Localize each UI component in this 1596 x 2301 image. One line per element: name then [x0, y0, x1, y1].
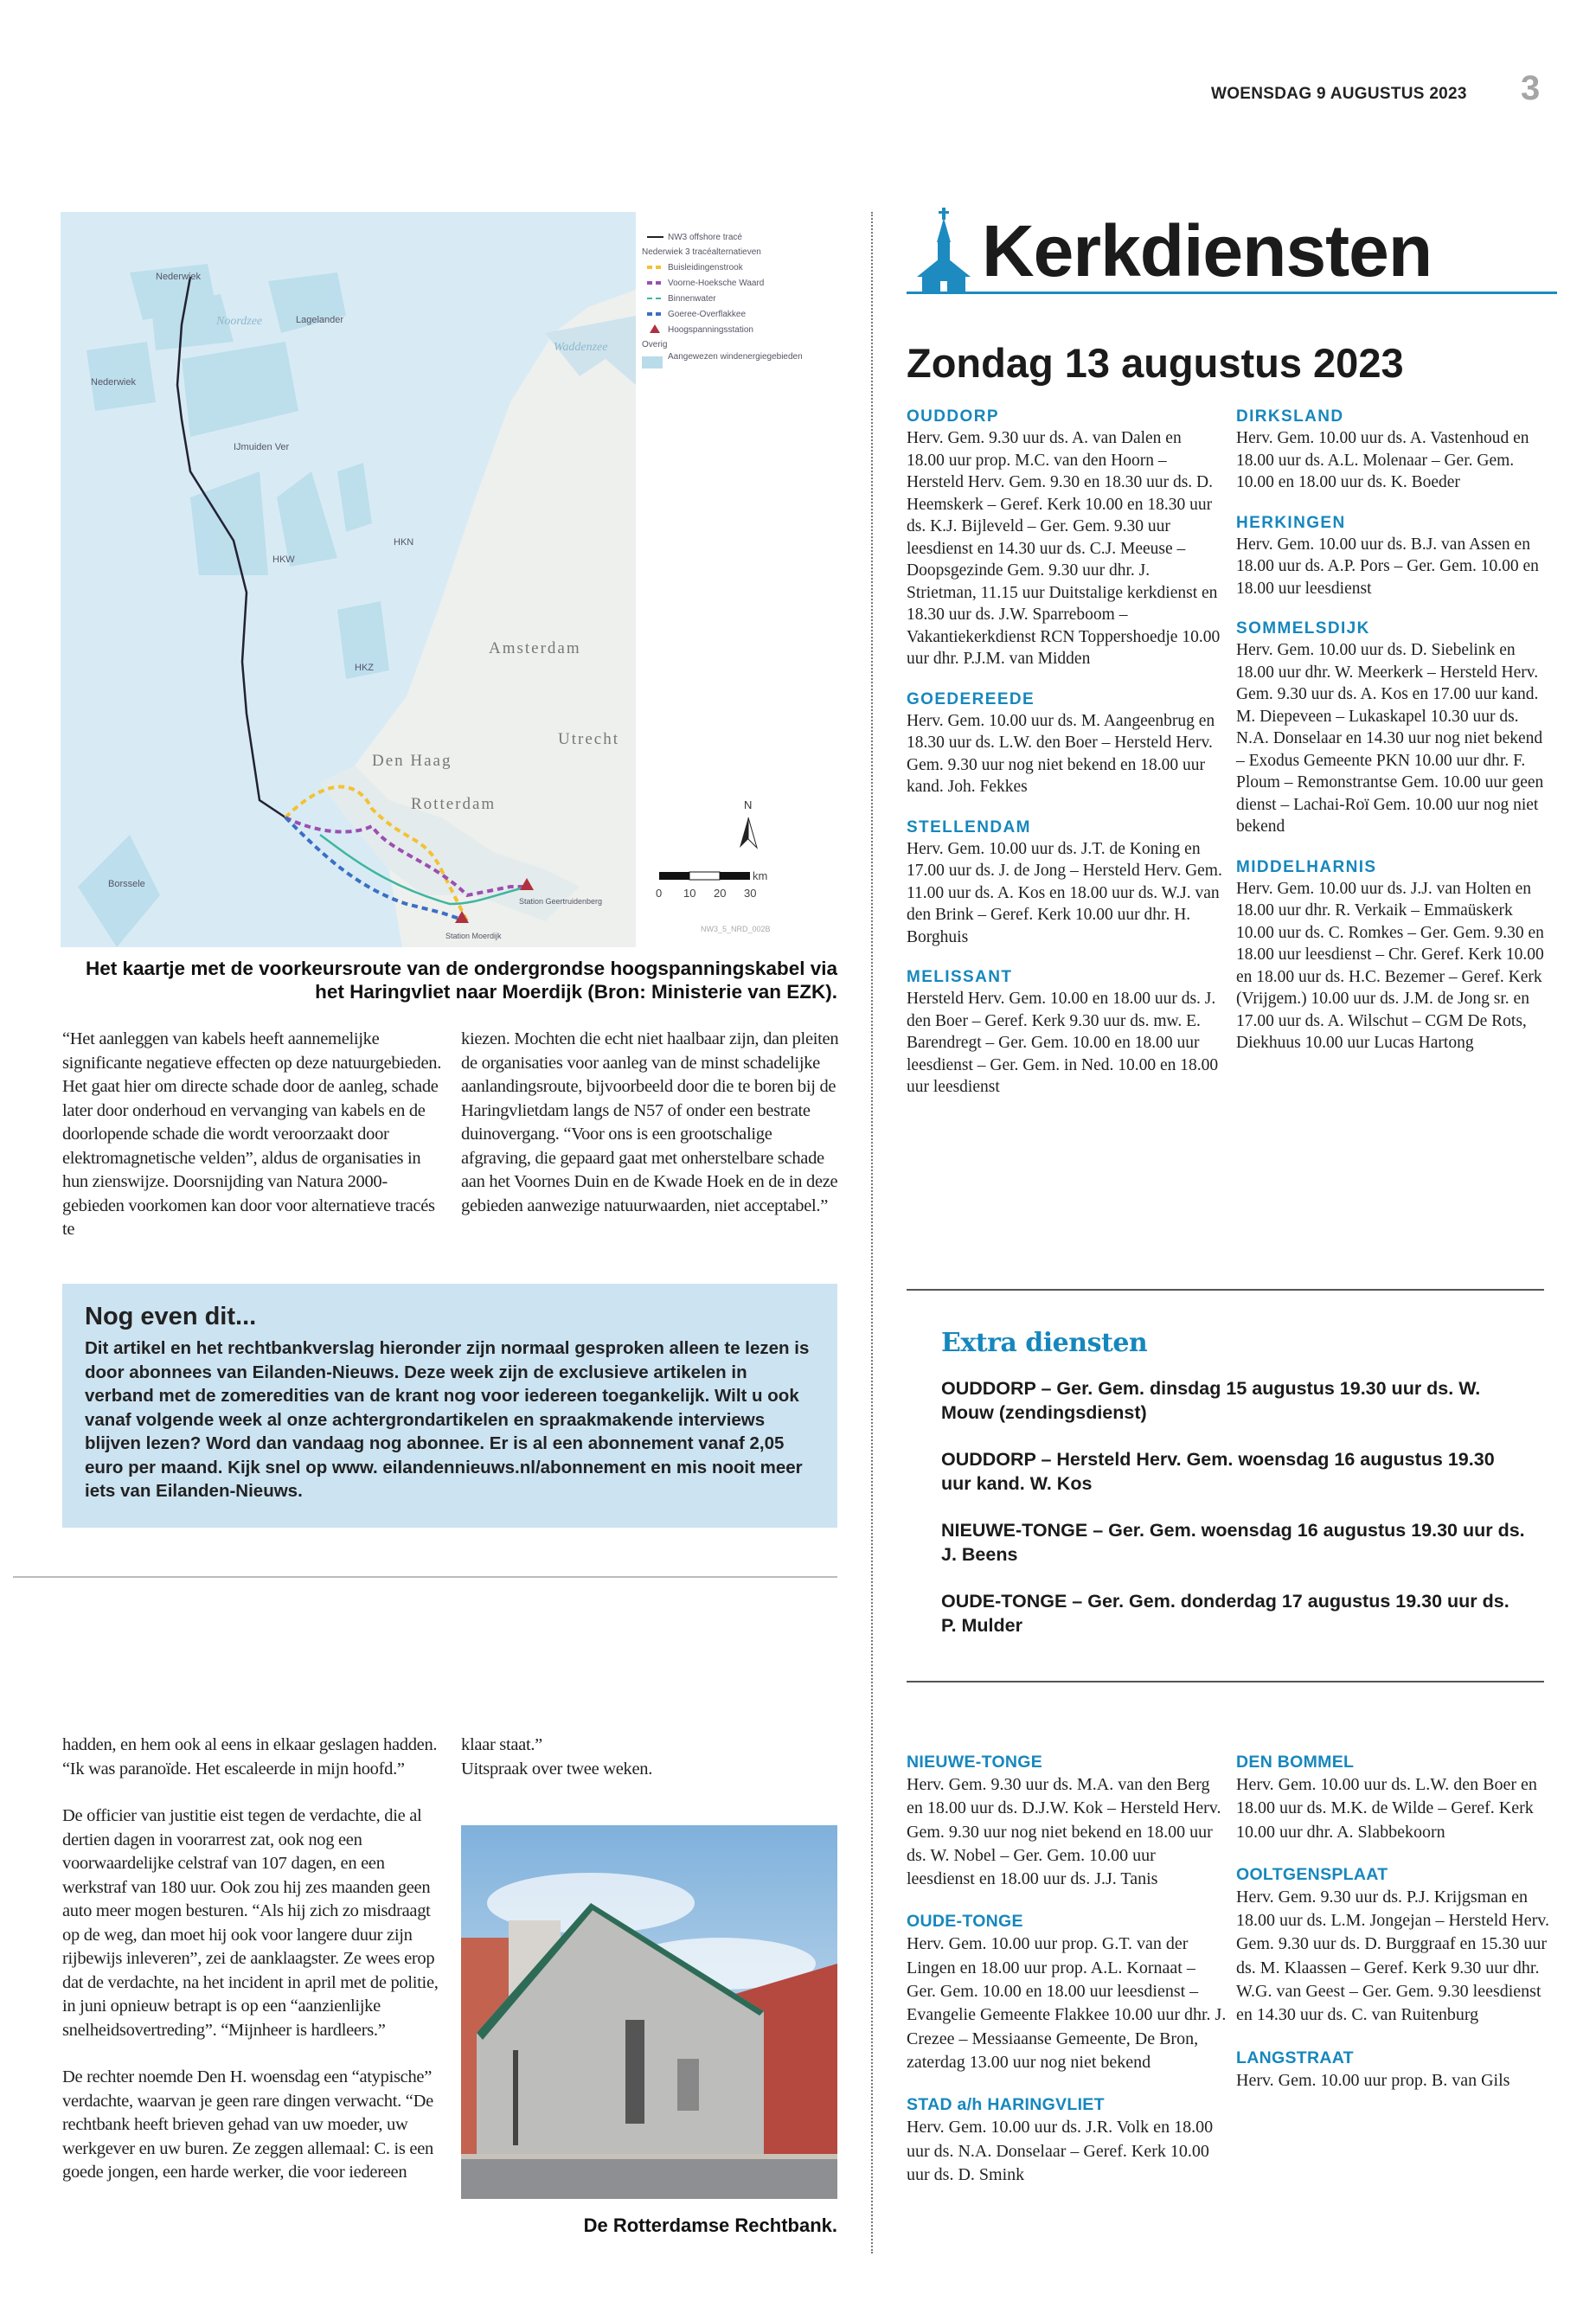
- svg-text:Binnenwater: Binnenwater: [668, 294, 716, 304]
- divider: [13, 1576, 837, 1578]
- svg-text:Hoogspanningsstation: Hoogspanningsstation: [668, 325, 753, 335]
- church-list: [907, 407, 1222, 1118]
- map-label: Utrecht: [558, 730, 619, 748]
- svg-text:Goeree-Overflakkee: Goeree-Overflakkee: [668, 310, 747, 319]
- map-label: Nederwiek: [156, 272, 201, 282]
- article-paragraph: klaar staat.”: [461, 1735, 542, 1754]
- map-label: Nederwiek: [91, 377, 136, 388]
- service-text: Herv. Gem. 10.00 uur ds. A. Vastenhoud en 18.00 uur ds. A.L. Molenaar – Ger. Gem. 10.00 en 18.00 uur ds. K. Boeder: [1236, 429, 1529, 491]
- church-entry: [1236, 857, 1552, 1054]
- photo-caption: De Rotterdamse Rechtbank.: [583, 2214, 837, 2236]
- map-code: NW3_5_NRD_002B: [701, 925, 771, 933]
- service-text: Herv. Gem. 10.00 uur prop. B. van Gils: [1236, 2070, 1510, 2090]
- church-entry: [907, 967, 1222, 1099]
- service-text: Herv. Gem. 10.00 uur ds. J.T. de Koning en 17.00 uur ds. J. de Jong – Hersteld Herv. Gem. 11.00 uur ds. A. Kos en 18.00 uur ds. W.J. van den Brink – Geref. Kerk 10.00 uur dhr. H. Borghuis: [907, 839, 1222, 946]
- map-label: Waddenzee: [554, 341, 608, 354]
- church-entry: [1236, 1751, 1556, 1844]
- title-underline: [907, 292, 1557, 294]
- north-arrow: [740, 798, 757, 848]
- map-label: Lagelander: [296, 315, 344, 325]
- svg-text:NW3 offshore tracé: NW3 offshore tracé: [668, 233, 742, 242]
- place-heading: MIDDELHARNIS: [1236, 857, 1377, 876]
- map-label: Station Geertruidenberg: [519, 897, 603, 906]
- subscription-infobox: [62, 1284, 837, 1528]
- church-entry: [907, 1910, 1227, 2074]
- map-label: Station Moerdijk: [445, 932, 502, 940]
- divider: [907, 1681, 1544, 1682]
- extra-service-item: OUDDORP – Ger. Gem. dinsdag 15 augustus 19.30 uur ds. W. Mouw (zendingsdienst): [941, 1378, 1481, 1423]
- map-label: Borssele: [108, 879, 145, 889]
- article-column: [461, 1734, 842, 1781]
- church-list: [907, 1751, 1227, 2206]
- place-heading: MELISSANT: [907, 968, 1013, 986]
- place-heading: OUDE-TONGE: [907, 1912, 1023, 1932]
- map-legend: [642, 233, 803, 369]
- svg-text:Aangewezen windenergiegebieden: Aangewezen windenergiegebieden: [668, 352, 803, 362]
- svg-text:Nederwiek 3 tracéalternatieven: Nederwiek 3 tracéalternatieven: [642, 247, 761, 257]
- service-text: Herv. Gem. 10.00 uur prop. G.T. van der Lingen en 18.00 uur prop. A.L. Kornaat – Ger. Gem. 10.00 en 18.00 uur leesdienst – Evangelie Gemeente Flakkee 10.00 uur dhr. J. Crezee – Messiaanse Gemeente, De Bron, zaterdag 13.00 uur nog niet bekend: [907, 1934, 1227, 2072]
- place-heading: OUDDORP: [907, 407, 999, 426]
- article-paragraph: kiezen. Mochten die echt niet haalbaar zijn, dan pleiten de organisaties voor aanleg van de minst schadelijke aanlandingsroute, bijvoorbeeld door die te boren bij de Haringvlietdam langs de N57 of onder een bestrate duinovergang. “Voor ons is een grootschalige afgraving, die gepaard gaat met onherstelbare schade aan het Voornes Duin en de Kwade Hoek en de in deze gebieden aanwezige natuurwaarden, niet acceptabel.”: [461, 1029, 839, 1215]
- services-date: Zondag 13 augustus 2023: [907, 340, 1404, 386]
- infobox-title: Nog even dit...: [85, 1303, 257, 1330]
- place-heading: STELLENDAM: [907, 817, 1031, 836]
- extra-services-list: [941, 1377, 1529, 1661]
- svg-text:0: 0: [656, 887, 663, 900]
- place-heading: HERKINGEN: [1236, 513, 1346, 532]
- article-column: [62, 1028, 443, 1266]
- church-list: [1236, 407, 1552, 1074]
- map-label: Amsterdam: [489, 639, 581, 657]
- place-heading: DIRKSLAND: [1236, 407, 1344, 426]
- map-label: Rotterdam: [411, 795, 497, 813]
- article-paragraph: hadden, en hem ook al eens in elkaar geslagen hadden. “Ik was paranoïde. Het escaleerde in mijn hoofd.”: [62, 1735, 438, 1779]
- place-heading: DEN BOMMEL: [1236, 1753, 1355, 1772]
- extra-service-item: OUDDORP – Hersteld Herv. Gem. woensdag 16 augustus 19.30 uur kand. W. Kos: [941, 1449, 1495, 1494]
- service-text: Hersteld Herv. Gem. 10.00 en 18.00 uur ds. J. den Boer – Geref. Kerk 9.30 uur ds. mw. E. Barendregt – Ger. Gem. 10.00 en 18.00 uur leesdienst – Ger. Gem. in Ned. 10.00 en 18.00 uur leesdienst: [907, 990, 1219, 1096]
- place-heading: GOEDEREEDE: [907, 689, 1035, 708]
- service-text: Herv. Gem. 10.00 uur ds. J.R. Volk en 18.00 uur ds. N.A. Donselaar – Geref. Kerk 10.00 uur ds. D. Smink: [907, 2118, 1214, 2184]
- church-entry: [907, 689, 1222, 798]
- church-entry: [907, 407, 1222, 670]
- svg-text:30: 30: [744, 887, 757, 900]
- header-date: WOENSDAG 9 AUGUSTUS 2023: [1211, 85, 1467, 103]
- article-paragraph: De rechter noemde Den H. woensdag een “atypische” verdachte, waarvan je geen rare dingen verwacht. “De rechtbank heeft brieven gehad van uw moeder, uw werkgever en uw buren. Ze zeggen allemaal: C. is een goede jongen, een harde werker, die voor iedereen: [62, 2067, 433, 2182]
- service-text: Herv. Gem. 10.00 uur ds. J.J. van Holten en 18.00 uur dhr. R. Verkaik – Emmaüskerk 10.00 uur ds. C. Romkes – Ger. Gem. 9.30 en 18.00 uur leesdienst – Chr. Geref. Kerk 10.00 en 18.00 uur ds. H.C. Bezemer – Geref. Kerk (Vrijgem.) 10.00 uur ds. J.M. de Jong sr. en 17.00 uur ds. A. Wilschut – CGM De Rots, Diekhuus 10.00 uur Lucas Hartong: [1236, 879, 1544, 1052]
- infobox-text: Dit artikel en het rechtbankverslag hieronder zijn normaal gesproken alleen te lezen is door abonnees van Eilanden-Nieuws. Deze week zijn de exclusieve artikelen in verband met de zomeredities van de krant nog voor iedereen toegankelijk. Wilt u ook vanaf volgende week al onze achtergrondartikelen en spraakmakende interviews blijven lezen? Word dan vandaag nog abonnee. Er is al een abonnement vanaf 2,05 euro per maand. Kijk snel op www. eilandennieuws.nl/abonnement en mis nooit meer iets van Eilanden-Nieuws.: [85, 1338, 810, 1501]
- column-divider: [871, 212, 873, 2253]
- svg-text:Buisleidingenstrook: Buisleidingenstrook: [668, 263, 743, 272]
- article-paragraph: “Het aanleggen van kabels heeft aannemelijke significante negatieve effecten op deze natuurgebieden. Het gaat hier om directe schade door de aanleg, schade later door onderhoud en vervanging van kabels en de doorlopende schade die wordt veroorzaakt door elektromagnetische velden”, aldus de organisaties in hun zienswijze. Doorsnijding van Natura 2000-gebieden voorkomen kan door voor alternatieve tracés te: [62, 1029, 442, 1239]
- courthouse-photo: [461, 1825, 837, 2199]
- svg-text:Overig: Overig: [642, 340, 668, 349]
- section-title: Kerkdiensten: [982, 210, 1433, 292]
- route-map: [61, 212, 839, 947]
- church-entry: [907, 2093, 1227, 2187]
- church-entry: [907, 1751, 1227, 1891]
- extra-service-item: NIEUWE-TONGE – Ger. Gem. woensdag 16 augustus 19.30 uur ds. J. Beens: [941, 1520, 1525, 1565]
- place-heading: STAD a/h HARINGVLIET: [907, 2095, 1105, 2115]
- service-text: Herv. Gem. 10.00 uur ds. L.W. den Boer en 18.00 uur ds. M.K. de Wilde – Geref. Kerk 10.00 uur dhr. A. Slabbekoorn: [1236, 1775, 1537, 1842]
- service-text: Herv. Gem. 10.00 uur ds. D. Siebelink en 18.00 uur dhr. W. Meerkerk – Hersteld Herv. Gem. 9.30 uur ds. A. Kos en 17.00 uur kand. M. Diepeveen – Lukaskapel 10.30 uur ds. N.A. Donselaar en 14.30 uur nog niet bekend – Exodus Gemeente PKN 10.00 uur dhr. F. Ploum – Remonstrantse Gem. 10.00 uur geen dienst – Lachai-Roï Gem. 10.00 uur nog niet bekend: [1236, 641, 1544, 836]
- extra-services-title: Extra diensten: [941, 1328, 1148, 1358]
- svg-text:20: 20: [714, 887, 727, 900]
- service-text: Herv. Gem. 9.30 uur ds. M.A. van den Berg en 18.00 uur ds. D.J.W. Kok – Hersteld Herv. Gem. 9.30 uur nog niet bekend en 18.00 uur ds. W. Nobel – Ger. Gem. 10.00 uur leesdienst en 18.00 uur ds. J.J. Tanis: [907, 1775, 1221, 1889]
- service-text: Herv. Gem. 9.30 uur ds. A. van Dalen en 18.00 uur prop. M.C. van den Hoorn – Hersteld Herv. Gem. 9.30 en 18.30 uur ds. D. Heemskerk – Geref. Kerk 10.00 en 18.30 uur ds. K.J. Bijleveld – Ger. Gem. 9.30 uur leesdienst en 14.30 uur ds. C.J. Meeuse – Doopsgezinde Gem. 9.30 uur dhr. J. Strietman, 11.15 uur Duitstalige kerkdienst en 18.30 uur ds. J.W. Sparreboom – Vakantiekerkdienst RCN Toppershoedje 10.00 uur dhr. P.J.M. van Midden: [907, 429, 1221, 668]
- article-paragraph: De officier van justitie eist tegen de verdachte, die al dertien dagen in voorarrest zat, ook nog een voorwaardelijke celstraf van 107 dagen, en een werkstraf van 180 uur. Ook zou hij zes maanden geen auto meer mogen besturen. “Als hij zich zo misdraagt op de weg, dan moet hij ook voor langere duur zijn rijbewijs inleveren”, zei de aanklaagster. Ze wees erop dat de verdachte, na het incident in april met de politie, in juni opnieuw betrapt is op een “aanzienlijke snelheidsovertreding”. “Mijnheer is hardleers.”: [62, 1806, 439, 2040]
- extra-service-item: OUDE-TONGE – Ger. Gem. donderdag 17 augustus 19.30 uur ds. P. Mulder: [941, 1591, 1509, 1636]
- map-label: HKZ: [355, 663, 374, 673]
- church-entry: [1236, 407, 1552, 494]
- place-heading: NIEUWE-TONGE: [907, 1753, 1043, 1772]
- divider: [907, 1289, 1544, 1291]
- svg-text:km: km: [753, 869, 768, 882]
- article-paragraph: Uitspraak over twee weken.: [461, 1759, 653, 1779]
- svg-text:N: N: [744, 798, 753, 811]
- map-label: Den Haag: [372, 752, 452, 770]
- map-label: HKN: [394, 537, 414, 548]
- article-column: [62, 1734, 443, 2208]
- church-entry: [1236, 619, 1552, 838]
- church-list: [1236, 1751, 1556, 2112]
- map-caption: Het kaartje met de voorkeursroute van de ondergrondse hoogspanningskabel via het Haringvliet naar Moerdijk (Bron: Ministerie van EZK).: [86, 958, 837, 1003]
- service-text: Herv. Gem. 10.00 uur ds. M. Aangeenbrug en 18.30 uur ds. L.W. den Boer – Hersteld Herv. Gem. 9.30 uur nog niet bekend en 18.00 uur kand. Joh. Fekkes: [907, 711, 1215, 796]
- page-number: 3: [1521, 69, 1541, 107]
- church-entry: [1236, 1863, 1556, 2028]
- map-label: Noordzee: [216, 315, 263, 328]
- svg-text:10: 10: [683, 887, 696, 900]
- map-label: IJmuiden Ver: [234, 442, 290, 452]
- church-entry: [907, 817, 1222, 949]
- article-column: [461, 1028, 842, 1241]
- place-heading: LANGSTRAAT: [1236, 2048, 1354, 2067]
- scale-bar: [656, 869, 767, 900]
- church-entry: [1236, 2047, 1556, 2093]
- church-icon: [917, 208, 971, 294]
- svg-text:Voorne-Hoeksche Waard: Voorne-Hoeksche Waard: [668, 279, 765, 288]
- place-heading: SOMMELSDIJK: [1236, 619, 1370, 638]
- map-label: HKW: [272, 554, 295, 565]
- church-entry: [1236, 513, 1552, 600]
- service-text: Herv. Gem. 10.00 uur ds. B.J. van Assen en 18.00 uur ds. A.P. Pors – Ger. Gem. 10.00 en 18.00 uur leesdienst: [1236, 535, 1539, 598]
- place-heading: OOLTGENSPLAAT: [1236, 1864, 1388, 1884]
- service-text: Herv. Gem. 9.30 uur ds. P.J. Krijgsman en 18.00 uur ds. L.M. Jongejan – Hersteld Herv. Gem. 9.30 uur ds. D. Burggraaf en 15.30 uur ds. M. Klaassen – Geref. Kerk 9.30 uur dhr. W.G. van Geest – Ger. Gem. 9.30 leesdienst en 14.30 uur ds. C. van Ruitenburg: [1236, 1887, 1549, 2025]
